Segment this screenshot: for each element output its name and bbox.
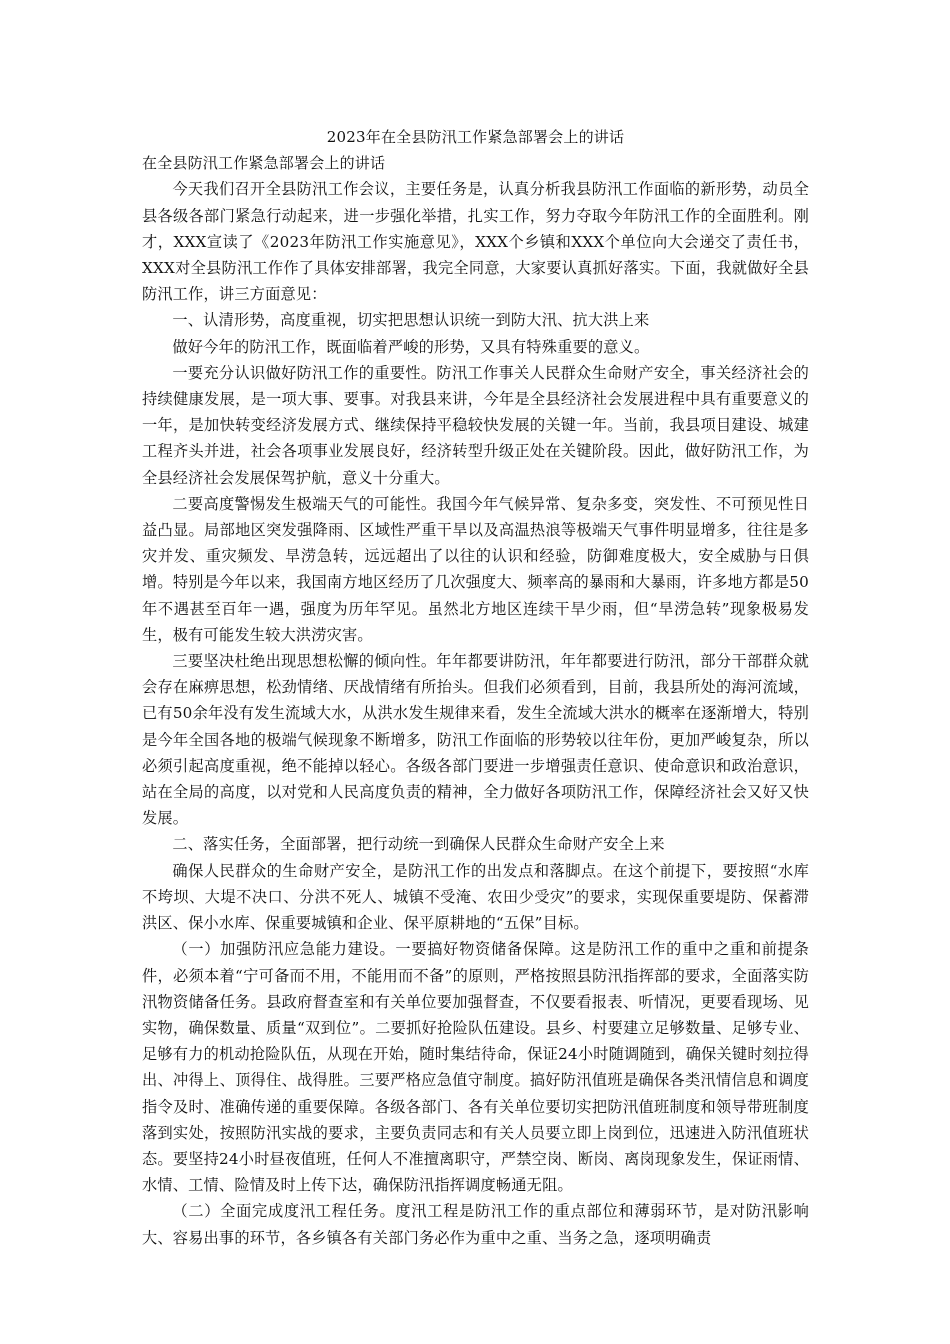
section-heading-2: 二、落实任务，全面部署，把行动统一到确保人民群众生命财产安全上来 — [172, 835, 665, 854]
paragraph: 二要高度警惕发生极端天气的可能性。我国今年气候异常、复杂多变，突发性、不可预见性日益凸显。局部地区突发强降雨、区域性严重干旱以及高温热浪等极端天气事件明显增多，往往是多灾并发、重灾频发、旱涝急转，远远超出了以往的认识和经验，防御难度极大，安全威胁与日俱增。特别是今年以来，我国南方地区经历了几次强度大、频率高的暴雨和大暴雨，许多地方都是50年不遇甚至百年一遇，强度为历年罕见。虽然北方地区连续干旱少雨，但“旱涝急转”现象极易发生，极有可能发生较大洪涝灾害。 — [142, 494, 809, 644]
section-heading-1: 一、认清形势，高度重视，切实把思想认识统一到防大汛、抗大洪上来 — [172, 311, 650, 330]
document-page — [142, 124, 809, 1251]
paragraph: 三要坚决杜绝出现思想松懈的倾向性。年年都要讲防汛，年年都要进行防汛，部分干部群众就会存在麻痹思想，松劲情绪、厌战情绪有所抬头。但我们必须看到，目前，我县所处的海河流域，已有50余年没有发生流域大水，从洪水发生规律来看，发生全流域大洪水的概率在逐渐增大，特别是今年全国各地的极端气候现象不断增多，防汛工作面临的形势较以往年份，更加严峻复杂，所以必须引起高度重视，绝不能掉以轻心。各级各部门要进一步增强责任意识、使命意识和政治意识，站在全局的高度，以对党和人民高度负责的精神，全力做好各项防汛工作，保障经济社会又好又快发展。 — [142, 652, 809, 828]
document-subtitle: 在全县防汛工作紧急部署会上的讲话 — [142, 154, 386, 173]
document-title: 2023年在全县防汛工作紧急部署会上的讲话 — [326, 128, 625, 146]
paragraph: （二）全面完成度汛工程任务。度汛工程是防汛工作的重点部位和薄弱环节，是对防汛影响大、容易出事的环节，各乡镇各有关部门务必作为重中之重、当务之急，逐项明确责 — [142, 1202, 809, 1247]
paragraph: （一）加强防汛应急能力建设。一要搞好物资储备保障。这是防汛工作的重中之重和前提条件，必须本着“宁可备而不用，不能用而不备”的原则，严格按照县防汛指挥部的要求，全面落实防汛物资储备任务。县政府督查室和有关单位要加强督查，不仅要看报表、听情况，更要看现场、见实物，确保数量、质量“双到位”。二要抓好抢险队伍建设。县乡、村要建立足够数量、足够专业、足够有力的机动抢险队伍，从现在开始，随时集结待命，保证24小时随调随到，确保关键时刻拉得出、冲得上、顶得住、战得胜。三要严格应急值守制度。搞好防汛值班是确保各类汛情信息和调度指令及时、准确传递的重要保障。各级各部门、各有关单位要切实把防汛值班制度和领导带班制度落到实处，按照防汛实战的要求，主要负责同志和有关人员要立即上岗到位，迅速进入防汛值班状态。要坚持24小时昼夜值班，任何人不准擅离职守，严禁空岗、断岗、离岗现象发生，保证雨情、水情、工情、险情及时上传下达，确保防汛指挥调度畅通无阻。 — [142, 940, 809, 1195]
paragraph-intro: 今天我们召开全县防汛工作会议，主要任务是，认真分析我县防汛工作面临的新形势，动员全县各级各部门紧急行动起来，进一步强化举措，扎实工作，努力夺取今年防汛工作的全面胜利。刚才，XXX宣读了《2023年防汛工作实施意见》，XXX个乡镇和XXX个单位向大会递交了责任书，XXX对全县防汛工作作了具体安排部署，我完全同意，大家要认真抓好落实。下面，我就做好全县防汛工作，讲三方面意见： — [142, 180, 809, 304]
paragraph: 做好今年的防汛工作，既面临着严峻的形势，又具有特殊重要的意义。 — [172, 337, 650, 356]
paragraph: 一要充分认识做好防汛工作的重要性。防汛工作事关人民群众生命财产安全，事关经济社会的持续健康发展，是一项大事、要事。对我县来讲，今年是全县经济社会发展进程中具有重要意义的一年，是加快转变经济发展方式、继续保持平稳较快发展的关键一年。当前，我县项目建设、城建工程齐头并进，社会各项事业发展良好，经济转型升级正处在关键阶段。因此，做好防汛工作，为全县经济社会发展保驾护航，意义十分重大。 — [142, 363, 809, 487]
paragraph: 确保人民群众的生命财产安全，是防汛工作的出发点和落脚点。在这个前提下，要按照“水库不垮坝、大堤不决口、分洪不死人、城镇不受淹、农田少受灾”的要求，实现保重要堤防、保蓄滞洪区、保小水库、保重要城镇和企业、保平原耕地的“五保”目标。 — [142, 861, 809, 933]
